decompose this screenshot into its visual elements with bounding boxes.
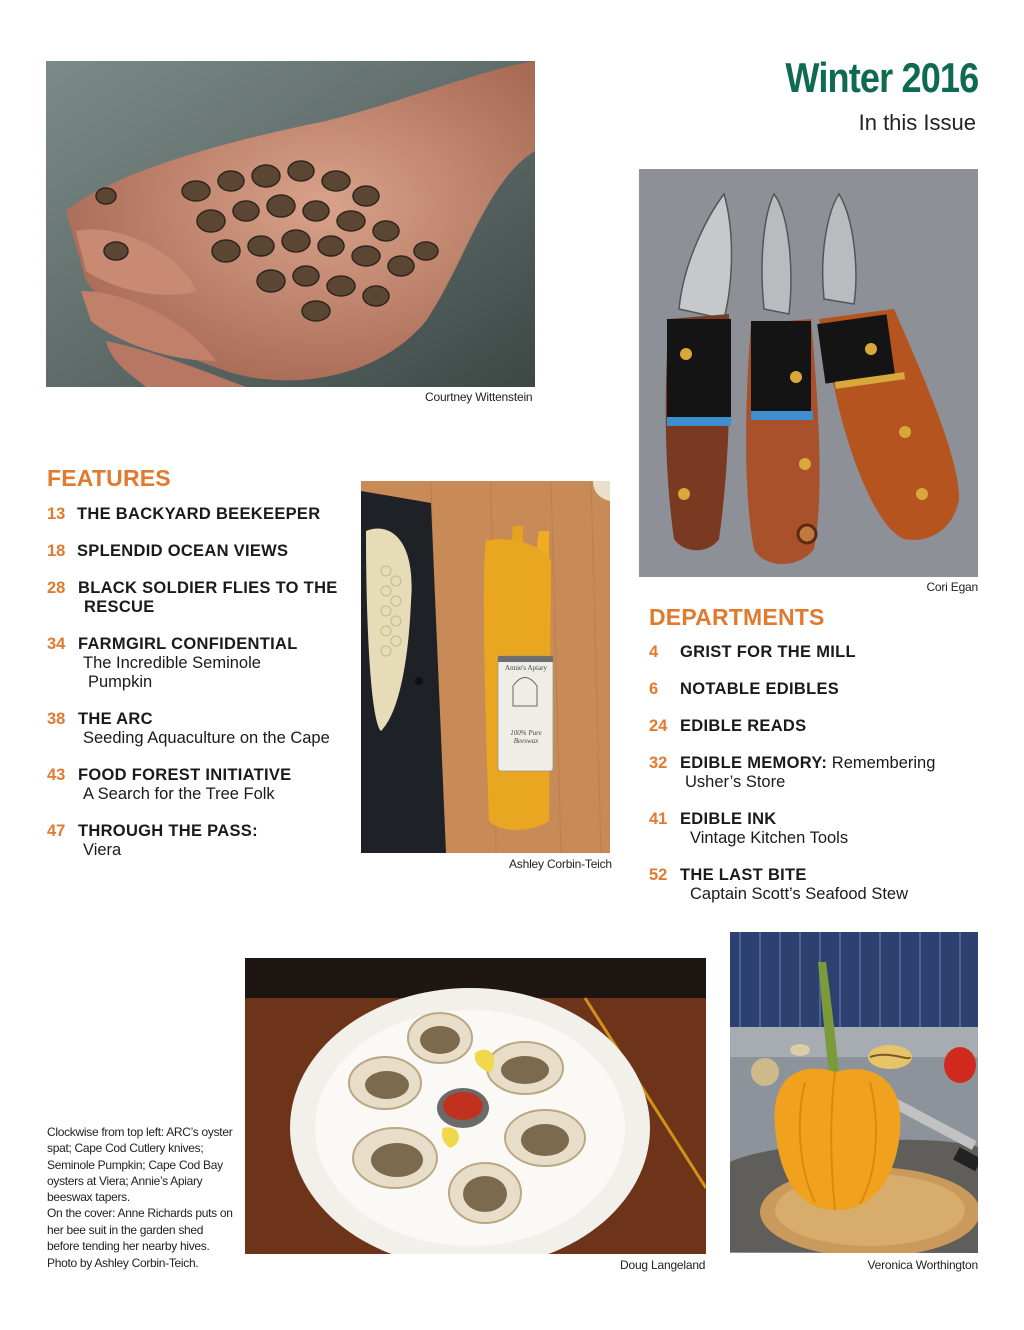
feature-title: THE ARC [78,710,153,728]
department-page-number: 6 [649,680,659,698]
department-entry[interactable] [649,643,979,662]
department-title: EDIBLE MEMORY: [680,754,828,772]
feature-entry[interactable] [47,766,357,804]
features-list [47,505,357,878]
photo-caption [47,1124,237,1272]
feature-title: FOOD FOREST INITIATIVE [78,766,292,784]
department-page-number: 24 [649,717,668,735]
department-entry[interactable] [649,810,979,848]
feature-entry[interactable] [47,822,357,860]
feature-title: FARMGIRL CONFIDENTIAL [78,635,298,653]
department-entry[interactable] [649,717,979,736]
feature-entry[interactable] [47,579,357,617]
department-title: EDIBLE READS [680,717,807,735]
feature-subtitle: A Search for the Tree Folk [83,785,275,803]
photo-seminole-pumpkin [730,932,978,1253]
photo-oyster-spat [46,61,535,387]
label-brand: Annie's Apiary [505,664,547,672]
photo-credit-beeswax: Ashley Corbin-Teich [509,857,612,871]
features-heading: FEATURES [47,465,171,491]
issue-subtitle: In this Issue [858,110,976,135]
feature-title: THE BACKYARD BEEKEEPER [77,505,321,523]
department-subtitle: Vintage Kitchen Tools [690,829,849,847]
feature-subtitle: Viera [83,841,122,859]
department-entry[interactable] [649,866,979,904]
feature-page-number: 43 [47,766,66,784]
feature-title: BLACK SOLDIER FLIES TO THE [78,579,338,597]
feature-entry[interactable] [47,505,357,524]
label-text: 100% Pure Beeswax [510,729,542,745]
photo-credit-oysters: Doug Langeland [620,1258,706,1272]
feature-title: THROUGH THE PASS: [78,822,258,840]
feature-subtitle: The Incredible Seminole [83,654,261,672]
feature-subtitle: Seeding Aquaculture on the Cape [83,729,330,747]
feature-page-number: 47 [47,822,66,840]
department-title: EDIBLE INK [680,810,777,828]
department-entry[interactable] [649,754,979,792]
feature-entry[interactable] [47,542,357,561]
photo-beeswax-tapers [361,481,610,853]
issue-title: Winter 2016 [785,54,978,101]
department-entry[interactable] [649,680,979,699]
photo-credit-oyster-spat: Courtney Wittenstein [425,390,533,404]
caption-line: Photo by Ashley Corbin-Teich. [47,1256,199,1271]
department-subtitle: Captain Scott’s Seafood Stew [690,885,908,903]
feature-page-number: 38 [47,710,66,728]
department-page-number: 52 [649,866,668,884]
department-title-tail: Remembering [827,754,936,772]
departments-heading: DEPARTMENTS [649,604,825,630]
photo-oysters-plate [245,958,706,1254]
feature-page-number: 34 [47,635,66,653]
photo-credit-pumpkin: Veronica Worthington [867,1258,978,1272]
feature-page-number: 13 [47,505,66,523]
department-page-number: 32 [649,754,668,772]
feature-entry[interactable] [47,710,357,748]
feature-subtitle-continued: Pumpkin [88,673,153,691]
department-title: GRIST FOR THE MILL [680,643,856,661]
department-page-number: 4 [649,643,659,661]
department-subtitle: Usher’s Store [685,773,786,791]
feature-page-number: 28 [47,579,66,597]
feature-title: SPLENDID OCEAN VIEWS [77,542,289,560]
feature-entry[interactable] [47,635,357,692]
department-title: THE LAST BITE [680,866,807,884]
photo-knives [639,169,978,577]
department-page-number: 41 [649,810,668,828]
departments-list [649,643,979,922]
photo-credit-knives: Cori Egan [926,580,978,594]
feature-page-number: 18 [47,542,66,560]
caption-line: Clockwise from top left: ARC’s oyster spat; Cape Cod Cutlery knives; Seminole Pumpkin; Cape Cod Bay oysters at Viera; Annie’s Apiary beeswax tapers. [47,1125,233,1205]
department-title: NOTABLE EDIBLES [680,680,840,698]
feature-title-continued: RESCUE [84,598,155,616]
caption-line: On the cover: Anne Richards puts on her bee suit in the garden shed before tending her nearby hives. [47,1206,233,1254]
